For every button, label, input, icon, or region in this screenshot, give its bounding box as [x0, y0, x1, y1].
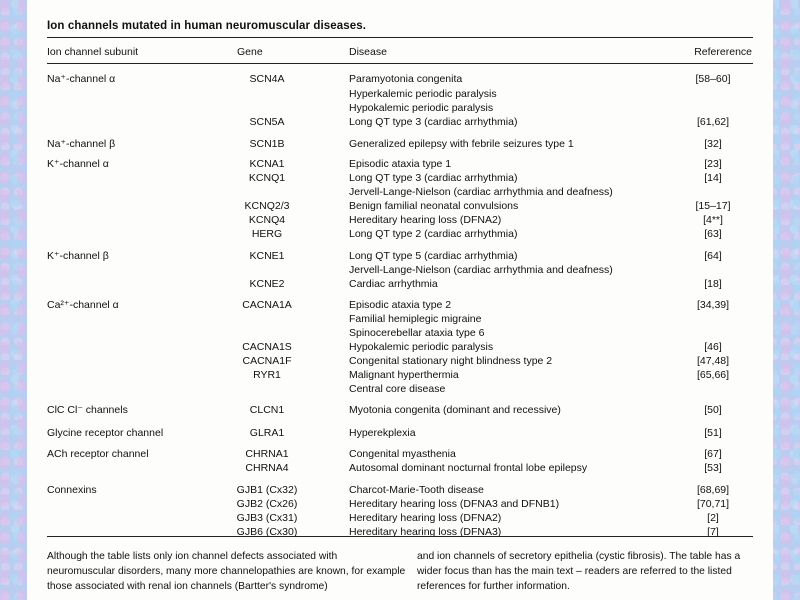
subunit-cell: Na⁺-channel β	[47, 138, 116, 150]
reference-cell: [46]	[704, 341, 722, 353]
disease-cell: Autosomal dominant nocturnal frontal lobe epilepsy	[349, 462, 588, 474]
reference-cell: [7]	[707, 526, 719, 538]
gene-cell: GJB6 (Cx30)	[236, 526, 298, 538]
gene-cell: CHRNA4	[245, 462, 289, 474]
reference-cell: [61,62]	[696, 116, 730, 128]
disease-cell: Hypokalemic periodic paralysis	[349, 341, 494, 353]
reference-cell: [68,69]	[696, 484, 730, 496]
gene-cell: CHRNA1	[245, 448, 289, 460]
gene-cell: KCNQ1	[248, 172, 286, 184]
reference-cell: [67]	[704, 448, 722, 460]
gene-cell: SCN5A	[249, 116, 285, 128]
gene-cell: GLRA1	[249, 427, 285, 439]
gene-cell: CACNA1F	[242, 355, 292, 367]
disease-cell: Central core disease	[349, 383, 446, 395]
disease-cell: Familial hemiplegic migraine	[349, 313, 482, 325]
disease-cell: Hereditary hearing loss (DFNA3)	[349, 526, 502, 538]
gene-cell: KCNE1	[249, 250, 285, 262]
reference-cell: [47,48]	[696, 355, 730, 367]
table-bottom-divider	[47, 536, 753, 537]
subunit-cell: Ca²⁺-channel α	[47, 299, 119, 311]
gene-cell: SCN4A	[249, 73, 285, 85]
disease-cell: Hereditary hearing loss (DFNA2)	[349, 214, 502, 226]
disease-cell: Congenital myasthenia	[349, 448, 456, 460]
disease-cell: Myotonia congenita (dominant and recessive)	[349, 404, 561, 416]
reference-cell: [14]	[704, 172, 722, 184]
disease-cell: Long QT type 5 (cardiac arrhythmia)	[349, 250, 518, 262]
disease-cell: Episodic ataxia type 1	[349, 158, 452, 170]
disease-cell: Benign familial neonatal convulsions	[349, 200, 519, 212]
disease-cell: Paramyotonia congenita	[349, 73, 463, 85]
disease-cell: Hyperekplexia	[349, 427, 416, 439]
title-divider	[47, 37, 753, 38]
subunit-cell: Connexins	[47, 484, 97, 496]
disease-cell: Jervell-Lange-Nielson (cardiac arrhythmia and deafness)	[349, 264, 613, 276]
reference-cell: [23]	[704, 158, 722, 170]
gene-cell: GJB3 (Cx31)	[236, 512, 298, 524]
footnote-right-column: and ion channels of secretory epithelia (cystic fibrosis). The table has a wider focus than has the main text – readers are referred to the listed references for further information.	[417, 551, 741, 592]
column-header-gene: Gene	[237, 46, 263, 58]
disease-cell: Long QT type 2 (cardiac arrhythmia)	[349, 228, 518, 240]
gene-cell: GJB2 (Cx26)	[236, 498, 298, 510]
disease-cell: Malignant hyperthermia	[349, 369, 459, 381]
subunit-cell: K⁺-channel α	[47, 158, 109, 170]
gene-cell: KCNE2	[249, 278, 285, 290]
footnote-left-column: Although the table lists only ion channel defects associated with neuromuscular disorders, many more channelopathies are known, for example those associated with renal ion channels (Bartter's syndrome)	[47, 551, 406, 592]
subunit-cell: ACh receptor channel	[47, 448, 149, 460]
gene-cell: KCNQ2/3	[244, 200, 290, 212]
document-page	[27, 0, 773, 600]
reference-cell: [51]	[704, 427, 722, 439]
disease-cell: Long QT type 3 (cardiac arrhythmia)	[349, 116, 518, 128]
reference-cell: [18]	[704, 278, 722, 290]
gene-cell: CACNA1S	[242, 341, 292, 353]
reference-cell: [53]	[704, 462, 722, 474]
table-title: Ion channels mutated in human neuromuscular diseases.	[47, 20, 367, 32]
disease-cell: Hereditary hearing loss (DFNA2)	[349, 512, 502, 524]
column-header-reference: Refererence	[694, 46, 752, 58]
column-header-subunit: Ion channel subunit	[47, 46, 139, 58]
disease-cell: Hereditary hearing loss (DFNA3 and DFNB1)	[349, 498, 560, 510]
disease-cell: Hypokalemic periodic paralysis	[349, 102, 494, 114]
disease-cell: Hyperkalemic periodic paralysis	[349, 88, 497, 100]
subunit-cell: Glycine receptor channel	[47, 427, 164, 439]
reference-cell: [64]	[704, 250, 722, 262]
gene-cell: CACNA1A	[242, 299, 292, 311]
reference-cell: [70,71]	[696, 498, 730, 510]
reference-cell: [2]	[707, 512, 719, 524]
disease-cell: Generalized epilepsy with febrile seizures type 1	[349, 138, 574, 150]
disease-cell: Jervell-Lange-Nielson (cardiac arrhythmia and deafness)	[349, 186, 613, 198]
reference-cell: [15–17]	[695, 200, 731, 212]
reference-cell: [50]	[704, 404, 722, 416]
subunit-cell: Na⁺-channel α	[47, 73, 116, 85]
disease-cell: Spinocerebellar ataxia type 6	[349, 327, 485, 339]
gene-cell: SCN1B	[249, 138, 285, 150]
gene-cell: CLCN1	[249, 404, 285, 416]
disease-cell: Congenital stationary night blindness type 2	[349, 355, 553, 367]
gene-cell: KCNQ4	[248, 214, 286, 226]
gene-cell: KCNA1	[249, 158, 285, 170]
header-divider	[47, 63, 753, 64]
reference-cell: [65,66]	[696, 369, 730, 381]
reference-cell: [34,39]	[696, 299, 730, 311]
disease-cell: Episodic ataxia type 2	[349, 299, 452, 311]
gene-cell: HERG	[251, 228, 283, 240]
column-header-disease: Disease	[349, 46, 387, 58]
reference-cell: [63]	[704, 228, 722, 240]
gene-cell: RYR1	[253, 369, 281, 381]
reference-cell: [32]	[704, 138, 722, 150]
disease-cell: Cardiac arrhythmia	[349, 278, 438, 290]
subunit-cell: ClC Cl⁻ channels	[47, 404, 128, 416]
reference-cell: [4**]	[703, 214, 723, 226]
disease-cell: Long QT type 3 (cardiac arrhythmia)	[349, 172, 518, 184]
gene-cell: GJB1 (Cx32)	[236, 484, 298, 496]
disease-cell: Charcot-Marie-Tooth disease	[349, 484, 484, 496]
reference-cell: [58–60]	[695, 73, 731, 85]
subunit-cell: K⁺-channel β	[47, 250, 109, 262]
